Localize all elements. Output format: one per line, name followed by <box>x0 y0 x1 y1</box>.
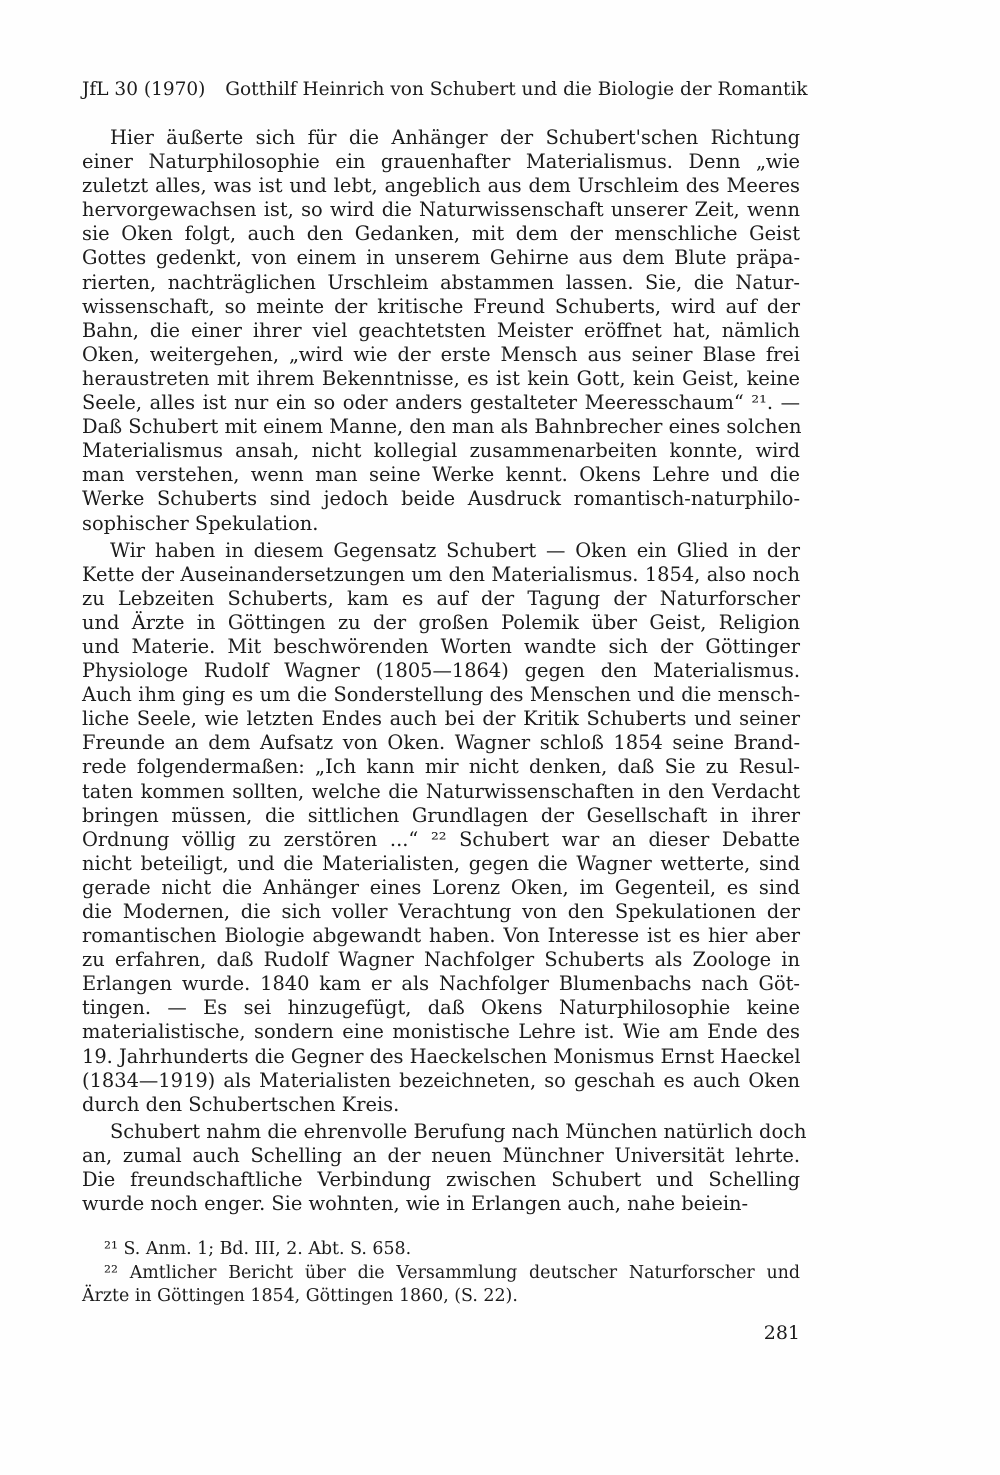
paragraph-line: und Ärzte in Göttingen zu der großen Polemik über Geist, Religion <box>82 610 800 634</box>
paragraph-line: Ordnung völlig zu zerstören ...“ ²² Schubert war an dieser Debatte <box>82 827 800 851</box>
paragraph-line: Hier äußerte sich für die Anhänger der Schubert'schen Richtung <box>110 126 800 149</box>
paragraph-line: Schubert nahm die ehrenvolle Berufung nach München natürlich doch <box>110 1119 807 1143</box>
paragraph-line: und Materie. Mit beschwörenden Worten wandte sich der Göttinger <box>82 634 800 658</box>
paragraph-line: zuletzt alles, was ist und lebt, angeblich aus dem Urschleim des Meeres <box>82 174 800 198</box>
paragraph-line: Freunde an dem Aufsatz von Oken. Wagner schloß 1854 seine Brand- <box>82 731 800 755</box>
paragraph-line: man verstehen, wenn man seine Werke kennt. Okens Lehre und die <box>82 463 800 487</box>
paragraph-line: bringen müssen, die sittlichen Grundlagen der Gesellschaft in ihrer <box>82 803 800 827</box>
paragraph-line: Werke Schuberts sind jedoch beide Ausdruck romantisch-naturphilo- <box>82 487 800 511</box>
footnote-line: ²¹ S. Anm. 1; Bd. III, 2. Abt. S. 658. <box>104 1239 412 1259</box>
footnote-line: Ärzte in Göttingen 1854, Göttingen 1860, (S. 22). <box>82 1286 518 1306</box>
body-text <box>82 126 807 1216</box>
paragraph-line: zu erfahren, daß Rudolf Wagner Nachfolger Schuberts als Zoologe in <box>82 948 800 972</box>
paragraph-line: Materialismus ansah, nicht kollegial zusammenarbeiten konnte, wird <box>82 439 800 463</box>
page-number: 281 <box>763 1322 800 1344</box>
footnote-block <box>82 1262 800 1309</box>
paragraph-line: (1834—1919) als Materialisten bezeichneten, so geschah es auch Oken <box>82 1068 800 1092</box>
paragraph-line: Oken, weitergehen, „wird wie der erste Mensch aus seiner Blase frei <box>82 342 800 366</box>
paragraph-line: hervorgewachsen ist, so wird die Naturwissenschaft unserer Zeit, wenn <box>82 198 800 222</box>
paragraph-line: sie Oken folgt, auch den Gedanken, mit dem der menschliche Geist <box>82 222 800 246</box>
paragraph-line: Erlangen wurde. 1840 kam er als Nachfolger Blumenbachs nach Göt- <box>82 972 800 996</box>
paragraph-line: Daß Schubert mit einem Manne, den man als Bahnbrecher eines solchen <box>82 415 802 439</box>
paragraph-line: Die freundschaftliche Verbindung zwischen Schubert und Schelling <box>82 1168 800 1192</box>
running-header <box>82 78 808 102</box>
paragraph-line: materialistische, sondern eine monistische Lehre ist. Wie am Ende des <box>82 1020 800 1044</box>
paragraph-block <box>82 539 800 1117</box>
paragraph-line: durch den Schubertschen Kreis. <box>82 1092 400 1116</box>
paragraph-line: taten kommen sollten, welche die Naturwissenschaften in den Verdacht <box>82 779 800 803</box>
paragraph-line: Wir haben in diesem Gegensatz Schubert — Oken ein Glied in der <box>110 538 800 562</box>
paragraph-line: heraustreten mit ihrem Bekenntnisse, es ist kein Gott, kein Geist, keine <box>82 366 800 390</box>
paragraph-line: zu Lebzeiten Schuberts, kam es auf der Tagung der Naturforscher <box>82 586 800 610</box>
paragraph-line: die Modernen, die sich voller Verachtung von den Spekulationen der <box>82 900 800 923</box>
paragraph-line: 19. Jahrhunderts die Gegner des Haeckelschen Monismus Ernst Haeckel <box>82 1044 801 1068</box>
paragraph-line: einer Naturphilosophie ein grauenhafter Materialismus. Denn „wie <box>82 150 800 174</box>
paragraph-line: gerade nicht die Anhänger eines Lorenz Oken, im Gegenteil, es sind <box>82 875 800 899</box>
running-title: Gotthilf Heinrich von Schubert und die Biologie der Romantik <box>225 79 808 100</box>
paragraph-block <box>82 1119 807 1216</box>
paragraph-line: Auch ihm ging es um die Sonderstellung des Menschen und die mensch- <box>82 683 800 707</box>
paragraph-line: romantischen Biologie abgewandt haben. Von Interesse ist es hier aber <box>82 924 800 948</box>
paragraph-line: wissenschaft, so meinte der kritische Freund Schuberts, wird auf der <box>82 294 800 318</box>
journal-citation: JfL 30 (1970) <box>82 79 206 100</box>
footnotes <box>82 1238 800 1309</box>
paragraph-line: liche Seele, wie letzten Endes auch bei der Kritik Schuberts und seiner <box>82 707 800 731</box>
paragraph-line: sophischer Spekulation. <box>82 511 319 535</box>
paragraph-line: Bahn, die einer ihrer viel geachtetsten Meister eröffnet hat, nämlich <box>82 318 800 342</box>
paragraph-line: an, zumal auch Schelling an der neuen Münchner Universität lehrte. <box>82 1143 800 1167</box>
paragraph-line: nicht beteiligt, und die Materialisten, gegen die Wagner wetterte, sind <box>82 851 800 875</box>
paragraph-line: tingen. — Es sei hinzugefügt, daß Okens Naturphilosophie keine <box>82 996 800 1020</box>
paragraph-line: Physiologe Rudolf Wagner (1805—1864) gegen den Materialismus. <box>82 659 800 683</box>
paragraph-line: Gottes gedenkt, von einem in unserem Gehirne aus dem Blute präpa- <box>82 246 800 270</box>
paragraph-line: rede folgendermaßen: „Ich kann mir nicht denken, daß Sie zu Resul- <box>82 755 800 779</box>
footnote-line: ²² Amtlicher Bericht über die Versammlung deutscher Naturforscher und <box>104 1262 800 1283</box>
paragraph-block <box>82 126 800 536</box>
footnote-block <box>82 1238 800 1262</box>
paragraph-line: wurde noch enger. Sie wohnten, wie in Erlangen auch, nahe beiein- <box>82 1192 749 1216</box>
paragraph-line: rierten, nachträglichen Urschleim abstammen lassen. Sie, die Natur- <box>82 270 800 294</box>
paragraph-line: Kette der Auseinandersetzungen um den Materialismus. 1854, also noch <box>82 562 800 586</box>
paragraph-line: Seele, alles ist nur ein so oder anders gestalteter Meeresschaum“ ²¹. — <box>82 391 800 415</box>
